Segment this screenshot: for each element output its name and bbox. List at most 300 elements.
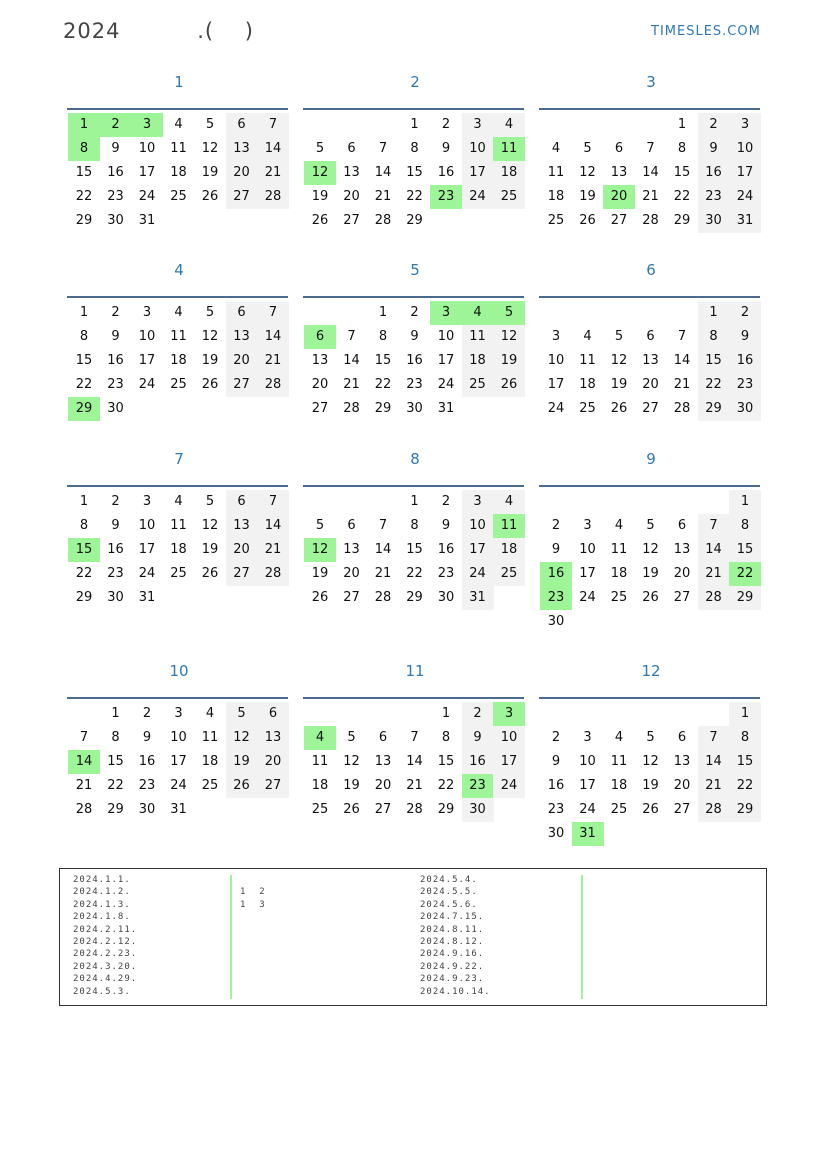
legend-date: 2024.9.16. [420,949,485,960]
day-cell: 9 [410,329,419,344]
day-cell: 17 [493,750,525,774]
day-cell: 9 [729,325,761,349]
day-cell: 22 [406,189,423,204]
day-cell: 11 [610,754,628,769]
day-cell: 5 [205,494,215,509]
day-cell: 29 [729,586,761,610]
day-cell: 10 [579,754,596,769]
day-cell: 10 [138,141,156,156]
day-cell: 4 [205,706,215,721]
day-cell: 21 [374,189,392,204]
day-cell: 20 [257,750,289,774]
day-cell: 3 [462,490,494,514]
day-cell: 17 [462,161,494,185]
legend-date: 2024.8.11. [420,924,485,935]
day-cell: 10 [437,329,455,344]
day-cell: 13 [226,137,258,161]
month-name: 9 [646,450,656,468]
day-cell: 23 [729,373,761,397]
legend-date: 2024.3.20. [73,961,138,972]
day-cell: 7 [410,730,419,745]
month-name: 10 [169,662,189,680]
day-cell: 13 [311,353,329,368]
day-cell: 22 [406,566,423,581]
day-cell: 26 [642,802,659,817]
legend-description: 1 2 [240,887,266,898]
day-cell: 21 [698,774,730,798]
day-cell: 11 [547,165,565,180]
day-cell: 14 [406,754,423,769]
day-cell: 24 [462,562,494,586]
day-cell: 4 [551,141,561,156]
day-cell: 12 [201,518,219,533]
day-cell: 24 [493,774,525,798]
day-cell: 8 [729,726,761,750]
holiday-legend [59,868,767,1006]
day-cell: 4 [174,494,183,509]
day-cell: 3 [142,494,152,509]
day-cell: 5 [646,518,655,533]
day-cell: 13 [343,165,360,180]
day-cell: 17 [138,165,156,180]
holiday-day-cell: 31 [572,822,604,846]
day-cell: 8 [410,518,419,533]
day-cell: 21 [374,566,392,581]
day-cell: 28 [257,185,289,209]
holiday-day-cell: 12 [304,161,336,185]
day-cell: 20 [226,161,258,185]
day-cell: 6 [677,730,687,745]
legend-date: 2024.4.29. [73,974,138,985]
day-cell: 27 [226,185,258,209]
legend-description [240,936,266,948]
day-cell: 6 [646,329,655,344]
day-cell: 15 [698,349,730,373]
day-cell: 6 [226,301,258,325]
day-cell: 2 [410,305,419,320]
day-cell: 1 [79,494,89,509]
month-name: 1 [174,73,184,91]
month-divider [303,296,524,298]
day-cell: 8 [729,514,761,538]
legend-date: 2024.5.4. [420,875,478,885]
day-cell: 5 [205,117,215,132]
day-cell: 15 [75,165,93,180]
day-cell: 18 [493,538,525,562]
day-cell: 19 [579,189,596,204]
day-cell: 3 [142,305,152,320]
holiday-day-cell: 4 [462,301,494,325]
day-cell: 26 [579,213,596,228]
day-cell: 21 [257,161,289,185]
legend-description [240,948,266,960]
day-cell: 7 [257,301,289,325]
day-cell: 6 [677,518,687,533]
day-cell: 22 [374,377,392,392]
day-cell: 29 [698,397,730,421]
day-cell: 24 [437,377,455,392]
day-cell: 9 [551,542,561,557]
day-cell: 30 [107,401,124,416]
day-cell: 1 [729,490,761,514]
month-name: 4 [174,261,184,279]
holiday-day-cell: 23 [462,774,494,798]
day-cell: 22 [75,189,93,204]
day-cell: 9 [111,518,120,533]
legend-left-dates [73,874,137,998]
day-cell: 4 [614,730,624,745]
day-cell: 3 [583,518,592,533]
day-cell: 21 [343,377,360,392]
day-cell: 5 [646,730,655,745]
day-cell: 15 [406,542,423,557]
day-cell: 25 [493,185,525,209]
day-cell: 14 [257,137,289,161]
day-cell: 10 [579,542,596,557]
day-cell: 26 [642,590,659,605]
day-cell: 13 [673,542,691,557]
day-cell: 9 [111,141,120,156]
day-cell: 1 [729,702,761,726]
day-cell: 3 [462,113,494,137]
day-cell: 22 [729,774,761,798]
day-cell: 14 [257,325,289,349]
day-cell: 29 [406,590,423,605]
legend-date: 2024.1.3. [73,899,131,910]
day-cell: 8 [410,141,419,156]
day-cell: 26 [343,802,360,817]
day-cell: 9 [441,141,451,156]
day-cell: 4 [493,113,525,137]
day-cell: 18 [170,542,187,557]
day-cell: 29 [673,213,691,228]
day-cell: 17 [462,538,494,562]
day-cell: 22 [75,566,93,581]
day-cell: 14 [642,165,659,180]
day-cell: 2 [551,730,561,745]
legend-description [240,924,266,936]
day-cell: 14 [673,353,691,368]
day-cell: 8 [111,730,120,745]
day-cell: 28 [406,802,423,817]
day-cell: 8 [698,325,730,349]
day-cell: 10 [138,518,156,533]
day-cell: 21 [642,189,659,204]
holiday-day-cell: 11 [493,514,525,538]
day-cell: 10 [462,514,494,538]
day-cell: 23 [406,377,423,392]
day-cell: 17 [437,353,455,368]
day-cell: 6 [347,518,356,533]
legend-date: 2024.1.8. [73,912,131,923]
day-cell: 11 [170,518,187,533]
day-cell: 24 [462,185,494,209]
day-cell: 4 [174,305,183,320]
page-title: 2024 .( ) [63,19,254,43]
day-cell: 26 [201,566,219,581]
day-cell: 17 [170,754,187,769]
day-cell: 18 [462,349,494,373]
day-cell: 7 [257,113,289,137]
day-cell: 30 [138,802,156,817]
day-cell: 7 [698,514,730,538]
day-cell: 4 [583,329,592,344]
day-cell: 20 [226,349,258,373]
month-name: 8 [410,450,420,468]
day-cell: 1 [79,305,89,320]
day-cell: 24 [138,189,156,204]
day-cell: 30 [107,213,124,228]
day-cell: 17 [579,566,596,581]
month-name: 12 [641,662,661,680]
day-cell: 14 [698,538,730,562]
day-cell: 3 [174,706,183,721]
legend-date: 2024.5.5. [420,887,478,898]
day-cell: 1 [378,305,388,320]
day-cell: 26 [493,373,525,397]
holiday-day-cell: 2 [100,113,132,137]
holiday-day-cell: 12 [304,538,336,562]
day-cell: 11 [610,542,628,557]
day-cell: 18 [579,377,596,392]
holiday-day-cell: 3 [131,113,163,137]
day-cell: 16 [107,165,124,180]
day-cell: 27 [673,590,691,605]
month-name: 6 [646,261,656,279]
day-cell: 16 [698,161,730,185]
day-cell: 20 [642,377,659,392]
day-cell: 17 [547,377,565,392]
site-link[interactable]: TIMESLES.COM [651,24,761,39]
day-cell: 14 [343,353,360,368]
day-cell: 13 [343,542,360,557]
day-cell: 19 [201,165,219,180]
day-cell: 23 [107,189,124,204]
day-cell: 12 [226,726,258,750]
day-cell: 22 [75,377,93,392]
day-cell: 27 [257,774,289,798]
day-cell: 12 [642,542,659,557]
day-cell: 10 [138,329,156,344]
day-cell: 19 [493,349,525,373]
day-cell: 8 [378,329,388,344]
day-cell: 25 [610,590,628,605]
day-cell: 26 [226,774,258,798]
day-cell: 21 [698,562,730,586]
day-cell: 13 [226,514,258,538]
day-cell: 7 [698,726,730,750]
day-cell: 25 [493,562,525,586]
day-cell: 4 [614,518,624,533]
day-cell: 18 [610,566,628,581]
holiday-day-cell: 23 [430,185,462,209]
day-cell: 23 [138,778,156,793]
day-cell: 28 [698,586,730,610]
legend-date: 2024.2.11. [73,924,138,935]
day-cell: 2 [441,494,451,509]
legend-date: 2024.1.1. [73,875,131,885]
day-cell: 31 [170,802,187,817]
day-cell: 14 [257,514,289,538]
day-cell: 21 [406,778,423,793]
day-cell: 26 [610,401,628,416]
day-cell: 24 [547,401,565,416]
day-cell: 13 [226,325,258,349]
legend-date: 2024.5.6. [420,899,478,910]
day-cell: 27 [610,213,628,228]
month-divider [303,108,524,110]
day-cell: 15 [406,165,423,180]
day-cell: 8 [441,730,451,745]
day-cell: 2 [462,702,494,726]
legend-description [240,911,266,923]
day-cell: 13 [673,754,691,769]
day-cell: 22 [107,778,124,793]
day-cell: 27 [226,562,258,586]
day-cell: 8 [677,141,687,156]
day-cell: 27 [226,373,258,397]
legend-right-bar [581,875,583,999]
day-cell: 23 [698,185,730,209]
day-cell: 2 [551,518,561,533]
day-cell: 5 [583,141,592,156]
day-cell: 19 [642,566,659,581]
day-cell: 2 [111,305,120,320]
legend-description [240,961,266,973]
day-cell: 23 [547,802,565,817]
day-cell: 17 [138,353,156,368]
day-cell: 6 [226,113,258,137]
day-cell: 29 [729,798,761,822]
day-cell: 10 [462,137,494,161]
legend-date: 2024.5.3. [73,986,131,997]
day-cell: 30 [729,397,761,421]
day-cell: 20 [343,566,360,581]
legend-left-bar [230,875,232,999]
day-cell: 22 [698,373,730,397]
day-cell: 11 [462,325,494,349]
day-cell: 6 [347,141,356,156]
day-cell: 12 [343,754,360,769]
legend-date: 2024.8.12. [420,936,485,947]
day-cell: 18 [610,778,628,793]
day-cell: 22 [437,778,455,793]
legend-description: 1 3 [240,899,266,910]
day-cell: 8 [79,518,89,533]
holiday-day-cell: 1 [68,113,100,137]
day-cell: 11 [201,730,219,745]
day-cell: 25 [547,213,565,228]
holiday-day-cell: 22 [729,562,761,586]
day-cell: 30 [406,401,423,416]
legend-date: 2024.9.23. [420,974,485,985]
day-cell: 1 [698,301,730,325]
day-cell: 26 [311,213,329,228]
day-cell: 23 [107,566,124,581]
day-cell: 7 [646,141,655,156]
day-cell: 19 [201,542,219,557]
day-cell: 1 [677,117,687,132]
day-cell: 29 [406,213,423,228]
day-cell: 18 [547,189,565,204]
day-cell: 20 [673,566,691,581]
day-cell: 2 [698,113,730,137]
day-cell: 27 [343,213,360,228]
day-cell: 25 [170,566,187,581]
day-cell: 12 [201,329,219,344]
day-cell: 28 [343,401,360,416]
day-cell: 9 [462,726,494,750]
month-divider [539,485,760,487]
day-cell: 16 [437,542,455,557]
day-cell: 30 [547,826,565,841]
day-cell: 11 [311,754,329,769]
holiday-day-cell: 8 [68,137,100,161]
day-cell: 7 [347,329,356,344]
day-cell: 4 [493,490,525,514]
day-cell: 24 [579,590,596,605]
day-cell: 13 [642,353,659,368]
day-cell: 19 [201,353,219,368]
month-divider [539,697,760,699]
legend-date: 2024.1.2. [73,887,131,898]
month-divider [67,108,288,110]
month-name: 3 [646,73,656,91]
day-cell: 25 [462,373,494,397]
day-cell: 25 [579,401,596,416]
day-cell: 2 [111,494,120,509]
day-cell: 29 [437,802,455,817]
day-cell: 13 [257,726,289,750]
day-cell: 30 [698,209,730,233]
day-cell: 8 [79,329,89,344]
day-cell: 20 [374,778,392,793]
legend-date: 2024.2.12. [73,936,138,947]
month-name: 5 [410,261,420,279]
day-cell: 5 [315,141,325,156]
day-cell: 14 [698,750,730,774]
day-cell: 16 [547,778,565,793]
day-cell: 24 [729,185,761,209]
legend-description [240,874,266,886]
day-cell: 4 [174,117,183,132]
day-cell: 15 [75,353,93,368]
holiday-day-cell: 5 [493,301,525,325]
day-cell: 28 [673,401,691,416]
day-cell: 6 [614,141,624,156]
day-cell: 7 [257,490,289,514]
legend-left-descriptions [240,874,266,998]
day-cell: 24 [579,802,596,817]
day-cell: 24 [138,377,156,392]
day-cell: 26 [201,189,219,204]
day-cell: 30 [437,590,455,605]
day-cell: 9 [551,754,561,769]
day-cell: 19 [343,778,360,793]
day-cell: 7 [378,518,388,533]
day-cell: 29 [374,401,392,416]
day-cell: 18 [493,161,525,185]
day-cell: 18 [201,754,219,769]
day-cell: 11 [579,353,596,368]
day-cell: 30 [547,614,565,629]
legend-date: 2024.2.23. [73,949,138,960]
month-divider [539,296,760,298]
month-divider [67,485,288,487]
day-cell: 13 [374,754,392,769]
day-cell: 31 [729,209,761,233]
month-divider [67,296,288,298]
